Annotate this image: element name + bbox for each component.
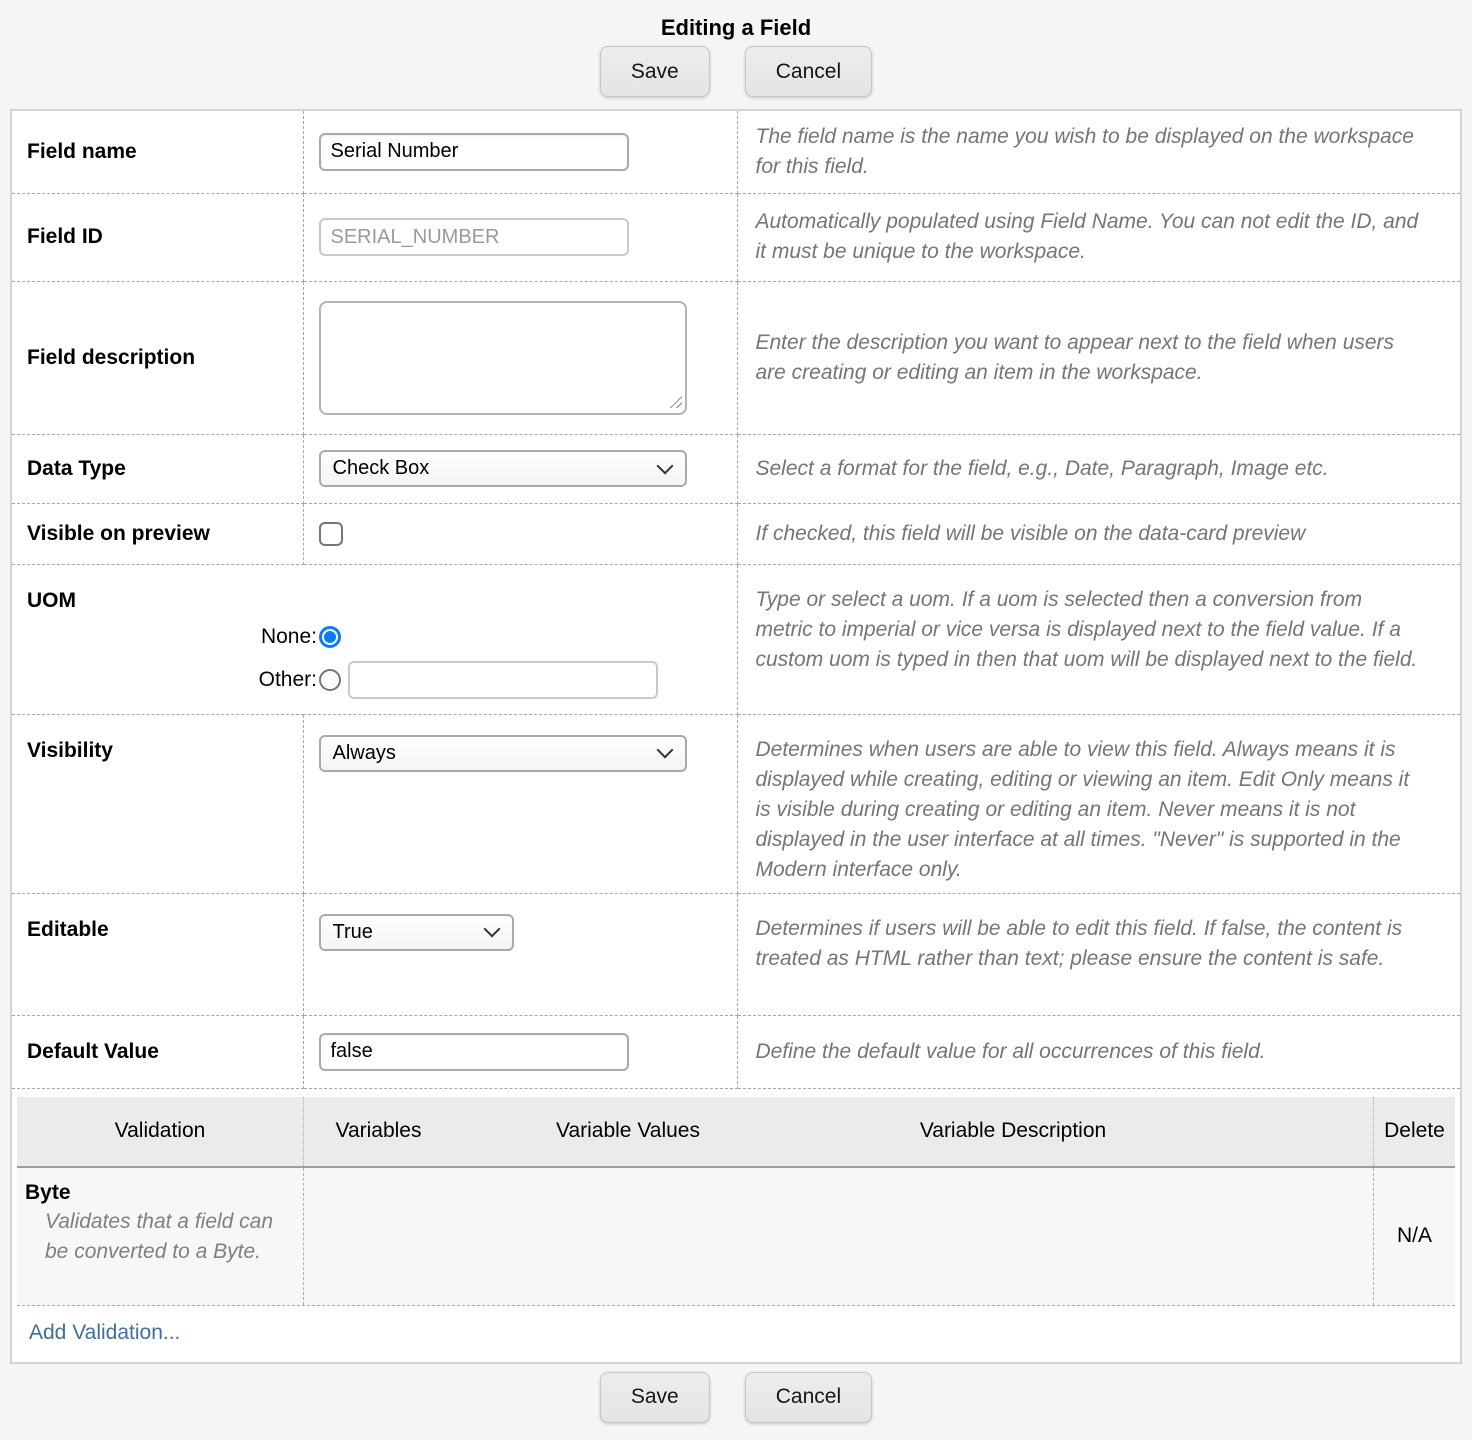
data-type-selected-value: Check Box bbox=[332, 457, 430, 479]
chevron-down-icon bbox=[656, 457, 673, 474]
cancel-button-top[interactable]: Cancel bbox=[745, 46, 872, 97]
top-actions bbox=[0, 46, 1472, 97]
uom-other-label: Other: bbox=[258, 667, 317, 691]
uom-none-radio[interactable] bbox=[319, 626, 341, 648]
uom-other-option bbox=[27, 661, 737, 699]
field-name-description: The field name is the name you wish to be displayed on the workspace for this field. bbox=[755, 124, 1414, 178]
row-visibility bbox=[12, 714, 1460, 893]
row-field-name bbox=[12, 111, 1460, 193]
default-value-input[interactable] bbox=[319, 1033, 629, 1071]
edit-field-panel bbox=[10, 109, 1462, 1364]
visibility-label: Visibility bbox=[27, 738, 113, 762]
save-button-bottom[interactable]: Save bbox=[600, 1372, 710, 1423]
header-variable-values: Variable Values bbox=[556, 1119, 700, 1142]
default-value-label: Default Value bbox=[27, 1039, 159, 1063]
field-id-description: Automatically populated using Field Name. You can not edit the ID, and it must be unique to the workspace. bbox=[755, 210, 1419, 263]
editable-description: Determines if users will be able to edit this field. If false, the content is treated as HTML rather than text; please ensure the content is safe. bbox=[755, 916, 1403, 970]
editable-select[interactable] bbox=[319, 914, 514, 951]
field-id-label: Field ID bbox=[27, 225, 103, 248]
add-validation-link[interactable]: Add Validation... bbox=[29, 1320, 181, 1344]
row-data-type bbox=[12, 434, 1460, 503]
data-type-label: Data Type bbox=[27, 456, 126, 480]
field-id-input bbox=[319, 218, 629, 256]
row-default-value bbox=[12, 1015, 1460, 1088]
add-validation-row bbox=[17, 1306, 1455, 1362]
validation-description: Validates that a field can be converted to a Byte. bbox=[45, 1209, 274, 1263]
uom-label: UOM bbox=[27, 588, 76, 612]
field-description-textarea[interactable] bbox=[319, 301, 687, 415]
field-name-label: Field name bbox=[27, 139, 137, 163]
uom-none-option bbox=[27, 625, 737, 649]
bottom-actions bbox=[0, 1372, 1472, 1423]
radio-dot bbox=[324, 631, 336, 643]
data-type-description: Select a format for the field, e.g., Date, Paragraph, Image etc. bbox=[755, 456, 1329, 480]
uom-other-input[interactable] bbox=[348, 661, 658, 699]
uom-description: Type or select a uom. If a uom is selected then a conversion from metric to imperial or vice versa is displayed next to the field value. If a custom uom is typed in then that uom will be displayed next to the field. bbox=[755, 587, 1418, 671]
row-field-id bbox=[12, 193, 1460, 281]
header-variables: Variables bbox=[303, 1097, 453, 1166]
validation-table bbox=[17, 1097, 1455, 1362]
validation-table-header bbox=[17, 1097, 1455, 1168]
validation-variables-cell bbox=[303, 1168, 1373, 1305]
header-variable-description: Variable Description bbox=[919, 1119, 1107, 1142]
editable-label: Editable bbox=[27, 917, 109, 941]
validation-row-byte bbox=[17, 1168, 1455, 1306]
chevron-down-icon bbox=[483, 921, 500, 938]
row-field-description bbox=[12, 281, 1460, 434]
row-uom bbox=[12, 564, 1460, 714]
cancel-button-bottom[interactable]: Cancel bbox=[745, 1372, 872, 1423]
header-spacer bbox=[1223, 1097, 1373, 1166]
uom-none-label: None: bbox=[260, 624, 317, 648]
field-description-label: Field description bbox=[27, 345, 196, 369]
field-properties-table bbox=[12, 111, 1460, 1089]
uom-other-radio[interactable] bbox=[319, 669, 341, 691]
resize-handle-icon[interactable] bbox=[670, 396, 682, 408]
header-delete: Delete bbox=[1373, 1097, 1455, 1166]
editable-selected-value: True bbox=[332, 920, 373, 943]
save-button-top[interactable]: Save bbox=[600, 46, 710, 97]
page-title: Editing a Field bbox=[660, 15, 812, 40]
field-name-input[interactable] bbox=[319, 133, 629, 171]
row-visible-on-preview bbox=[12, 503, 1460, 564]
field-description-description: Enter the description you want to appear next to the field when users are creating or editing an item in the workspace. bbox=[755, 330, 1395, 384]
visible-on-preview-checkbox[interactable] bbox=[319, 522, 343, 546]
validation-name: Byte bbox=[25, 1180, 71, 1204]
default-value-description: Define the default value for all occurrences of this field. bbox=[755, 1039, 1266, 1063]
row-editable bbox=[12, 893, 1460, 1015]
visibility-selected-value: Always bbox=[332, 741, 396, 764]
visible-on-preview-description: If checked, this field will be visible on the data-card preview bbox=[755, 521, 1306, 545]
chevron-down-icon bbox=[656, 742, 673, 759]
visibility-description: Determines when users are able to view this field. Always means it is displayed while creating, editing or viewing an item. Edit Only means it is visible during creating or editing an item. Never means it is not displayed in the user interface at all times. "Never" is supported in the Modern interface only. bbox=[755, 737, 1410, 881]
visibility-select[interactable] bbox=[319, 735, 687, 772]
data-type-select[interactable] bbox=[319, 450, 687, 487]
header-validation: Validation bbox=[114, 1119, 206, 1142]
visible-on-preview-label: Visible on preview bbox=[27, 521, 210, 545]
validation-delete-cell: N/A bbox=[1373, 1168, 1455, 1305]
